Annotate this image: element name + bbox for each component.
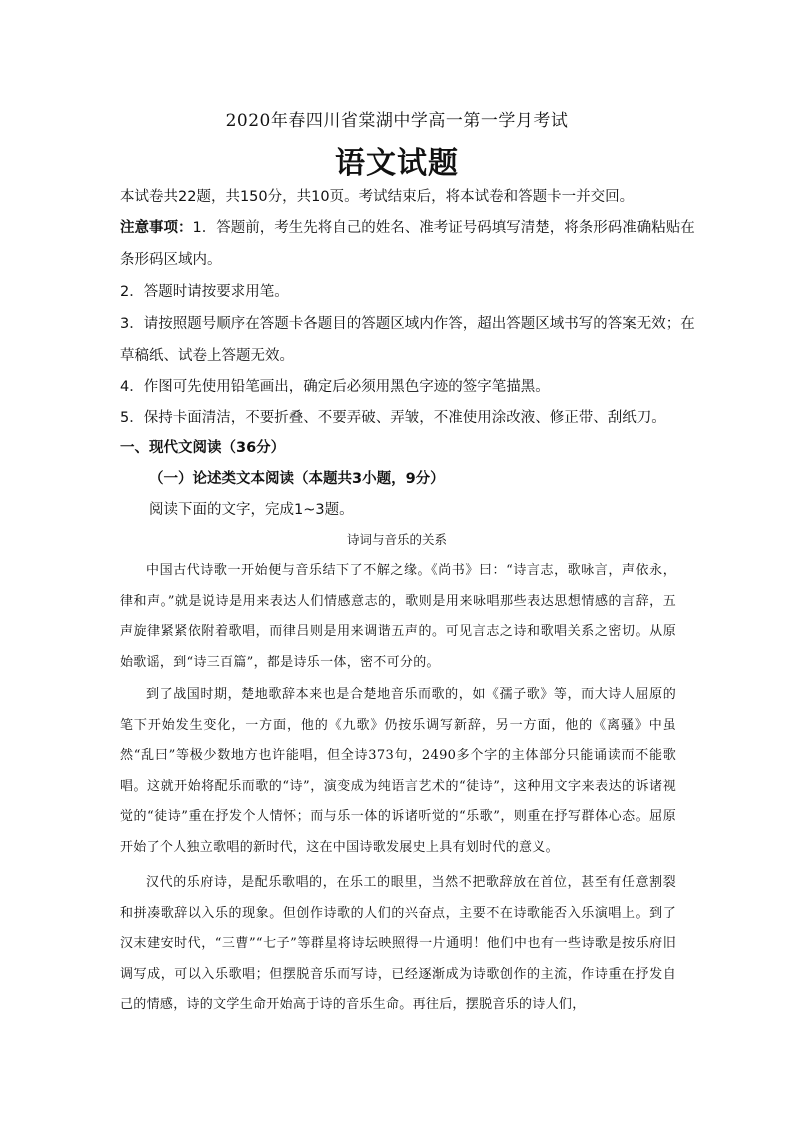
notice-item-3a: 3．请按照题号顺序在答题卡各题目的答题区域内作答，超出答题区域书写的答案无效；在 xyxy=(120,316,695,332)
reading-instruction: 阅读下面的文字，完成1~3题。 xyxy=(149,502,354,518)
essay-paragraph: 到了战国时期，楚地歌辞本来也是合楚地音乐而歌的，如《孺子歌》等，而大诗人屈原的笔下开始发生变化，一方面，他的《九歌》仍按乐调写新辞，另一方面，他的《离骚》中虽然“乱曰”等极少数地方也许能唱，但全诗373句，2490多个字的主体部分只能诵读而不能歌唱。这就开始将配乐而歌的“诗”，演变成为纯语言艺术的“徒诗”，这种用文字来表达的诉诸视觉的“徒诗”重在抒发个人情怀；而与乐一体的诉诸听觉的“乐歌”，则重在抒写群体心态。屈原开始了个人独立歌唱的新时代，这在中国诗歌发展史上具有划时代的意义。 xyxy=(120,687,676,855)
notice-text-1a: 1．答题前，考生先将自己的姓名、准考证号码填写清楚，将条形码准确粘贴在 xyxy=(192,220,695,236)
notice-item-3b: 草稿纸、试卷上答题无效。 xyxy=(120,348,294,364)
essay-paragraph: 汉代的乐府诗，是配乐歌唱的，在乐工的眼里，当然不把歌辞放在首位，甚至有任意割裂和拼凑歌辞以入乐的现象。但创作诗歌的人们的兴奋点，主要不在诗歌能否入乐演唱上。到了汉末建安时代，“三曹”“七子”等群星将诗坛映照得一片通明！他们中也有一些诗歌是按乐府旧调写成，可以入乐歌唱；但摆脱音乐而写诗，已经逐渐成为诗歌创作的主流，作诗重在抒发自己的情感，诗的文学生命开始高于诗的音乐生命。再往后，摆脱音乐的诗人们， xyxy=(120,875,676,1012)
notice-label: 注意事项： xyxy=(120,220,193,236)
subject-title: 语文试题 xyxy=(335,146,459,181)
sub-section-heading: （一）论述类文本阅读（本题共3小题，9分） xyxy=(149,471,445,487)
notice-item-4: 4．作图可先使用铅笔画出，确定后必须用黑色字迹的签字笔描黑。 xyxy=(120,379,550,395)
essay-title: 诗词与音乐的关系 xyxy=(346,532,447,547)
section-heading: 一、现代文阅读（36分） xyxy=(120,440,286,456)
notice-item-2: 2．答题时请按要求用笔。 xyxy=(120,284,289,300)
notice-text-1b: 条形码区域内。 xyxy=(120,252,222,268)
exam-summary: 本试卷共22题，共150分，共10页。考试结束后，将本试卷和答题卡一并交回。 xyxy=(120,189,635,205)
notice-item-1 xyxy=(120,216,695,237)
exam-title: 2020年春四川省棠湖中学高一第一学月考试 xyxy=(225,111,569,131)
essay-paragraph: 中国古代诗歌一开始便与音乐结下了不解之缘。《尚书》曰：“诗言志，歌咏言，声依永，律和声。”就是说诗是用来表达人们情感意志的，歌则是用来咏唱那些表达思想情感的言辞，五声旋律紧紧依附着歌唱，而律吕则是用来调谐五声的。可见言志之诗和歌唱关系之密切。从原始歌谣，到“诗三百篇”，都是诗乐一体，密不可分的。 xyxy=(120,563,676,670)
notice-item-5: 5．保持卡面清洁，不要折叠、不要弄破、弄皱，不准使用涂改液、修正带、刮纸刀。 xyxy=(120,410,666,426)
